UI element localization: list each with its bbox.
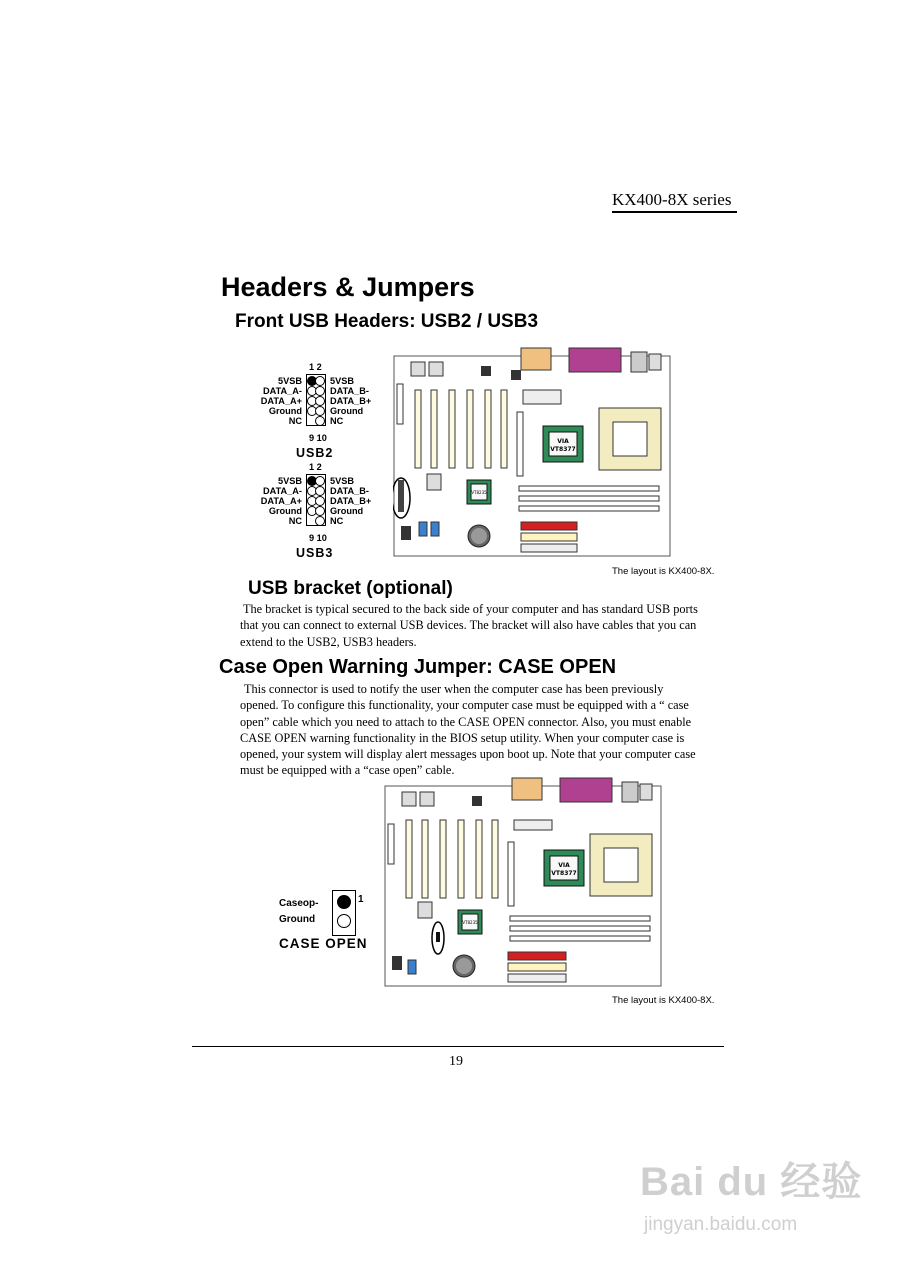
page-title: Headers & Jumpers: [221, 272, 475, 302]
usb3-right-label: DATA_B+: [330, 496, 372, 506]
paragraph-line: The bracket is typical secured to the back side of your computer and has standard USB ports: [243, 602, 698, 616]
usb3-top-pin-numbers: 1 2: [309, 462, 322, 472]
motherboard-layout-2: [384, 776, 662, 990]
usb3-left-label: DATA_A-: [263, 486, 302, 496]
usb-bracket-heading: USB bracket (optional): [248, 578, 453, 599]
case-open-jumper-diagram: [278, 888, 388, 958]
paragraph-line: This connector is used to notify the user when the computer case has been previously: [244, 682, 664, 696]
usb2-right-label: DATA_B+: [330, 396, 372, 406]
usb3-pin: [315, 486, 325, 496]
case-open-pin2-label: Ground: [279, 914, 316, 925]
case-open-paragraph: [240, 681, 737, 779]
south-chip-model: VT8235: [471, 490, 487, 495]
usb2-left-label: 5VSB: [277, 376, 302, 386]
usb2-pin: [315, 396, 325, 406]
board-caption-2: The layout is KX400-8X.: [612, 995, 715, 1006]
usb3-left-label: NC: [288, 516, 302, 526]
north-chip-brand: VIA: [557, 438, 569, 445]
case-open-pin-block: [332, 890, 356, 936]
usb2-left-label: Ground: [268, 406, 302, 416]
usb2-pin-block: [306, 374, 326, 426]
usb2-left-label: DATA_A-: [263, 386, 302, 396]
usb3-left-label: Ground: [268, 506, 302, 516]
usb2-pin: [315, 406, 325, 416]
paragraph-line: must be equipped with a “case open” cable.: [240, 763, 455, 778]
usb3-pin: [315, 506, 325, 516]
usb2-top-pin-numbers: 1 2: [309, 362, 322, 372]
footer-rule: [192, 1046, 724, 1047]
north-chip-brand: VIA: [558, 862, 570, 869]
usb2-header-diagram: [230, 362, 390, 462]
usb3-bottom-pin-numbers: 9 10: [309, 533, 327, 543]
case-open-pin-2: [337, 914, 351, 928]
case-open-pin1-label: Caseop-: [279, 898, 319, 909]
case-open-heading: Case Open Warning Jumper: CASE OPEN: [219, 656, 617, 678]
usb3-pin: [315, 516, 325, 526]
board-caption-1: The layout is KX400-8X.: [612, 566, 715, 577]
usb2-pin: [315, 416, 325, 426]
usb2-pin-2: [315, 376, 325, 386]
paragraph-line: extend to the USB2, USB3 headers.: [240, 634, 417, 649]
usb3-right-label: DATA_B-: [330, 486, 369, 496]
case-open-pin-1: [337, 895, 351, 909]
usb2-left-label: NC: [288, 416, 302, 426]
usb3-right-label: Ground: [330, 506, 364, 516]
north-chip-model: VT8377: [550, 446, 576, 453]
case-open-label: CASE OPEN: [279, 936, 368, 951]
usb2-label: USB2: [296, 446, 334, 460]
watermark-url: jingyan.baidu.com: [644, 1214, 798, 1235]
watermark-logo: Bai du 经验: [640, 1160, 863, 1204]
paragraph-line: opened. To configure this functionality, your computer case must be equipped with a “ case: [240, 698, 689, 713]
south-chip-model: VT8235: [462, 920, 478, 925]
usb3-right-label: NC: [330, 516, 344, 526]
paragraph-line: CASE OPEN warning functionality in the BIOS setup utility. When your computer case is: [240, 730, 685, 745]
north-chip-model: VT8377: [551, 870, 577, 877]
usb2-right-label: NC: [330, 416, 344, 426]
paragraph-line: opened, your system will display alert messages upon boot up. Note that your computer case: [240, 747, 696, 762]
paragraph-line: open” cable which you need to attach to the CASE OPEN connector. Also, you must enable: [240, 714, 692, 729]
series-title: KX400-8X series: [612, 190, 732, 209]
usb2-pin: [315, 386, 325, 396]
paragraph-line: that you can connect to external USB devices. The bracket will also have cables that you can: [240, 618, 697, 633]
usb3-left-label: DATA_A+: [260, 496, 302, 506]
case-open-pin-number: 1: [358, 894, 364, 905]
page-number: 19: [449, 1054, 463, 1069]
usb3-right-label: 5VSB: [330, 476, 355, 486]
header-rule: [612, 211, 737, 213]
usb-bracket-paragraph: [240, 601, 737, 650]
motherboard-layout-1: [393, 346, 671, 558]
usb2-right-label: 5VSB: [330, 376, 355, 386]
usb2-right-label: Ground: [330, 406, 364, 416]
usb2-bottom-pin-numbers: 9 10: [309, 433, 327, 443]
usb3-pin: [315, 496, 325, 506]
usb2-right-label: DATA_B-: [330, 386, 369, 396]
usb3-pin-block: [306, 474, 326, 526]
usb-section-heading: Front USB Headers: USB2 / USB3: [235, 311, 539, 332]
usb2-left-label: DATA_A+: [260, 396, 302, 406]
usb3-pin-2: [315, 476, 325, 486]
usb3-left-label: 5VSB: [277, 476, 302, 486]
usb3-header-diagram: [230, 462, 390, 562]
usb3-label: USB3: [296, 546, 334, 560]
